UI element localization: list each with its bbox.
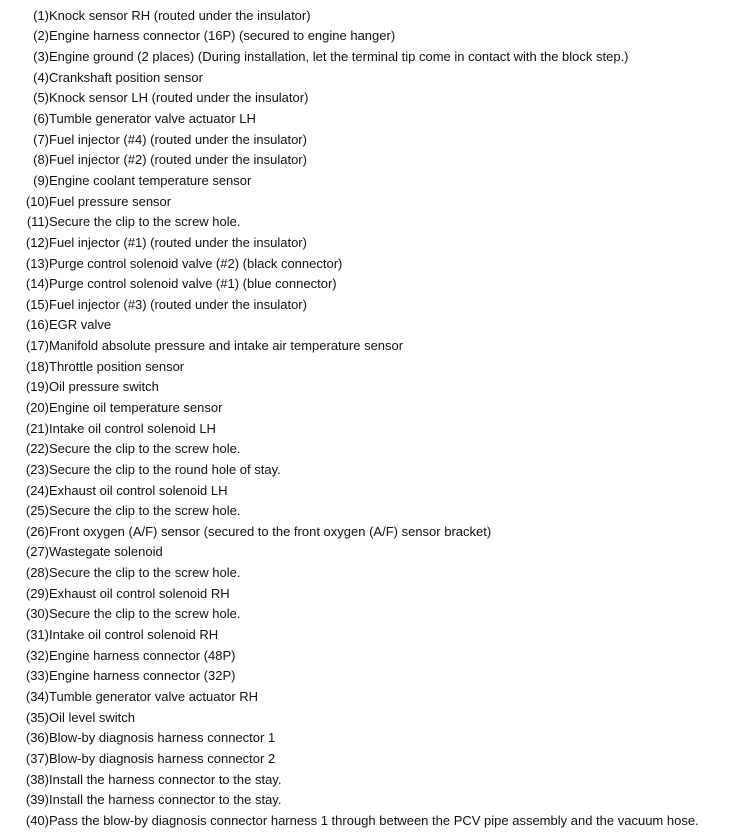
item-description: Secure the clip to the screw hole. <box>49 441 241 457</box>
item-description: Secure the clip to the screw hole. <box>49 503 241 519</box>
legend-item <box>0 624 741 645</box>
legend-item <box>0 149 741 170</box>
item-number: (22) <box>25 441 49 457</box>
item-description: Engine ground (2 places) (During installation, let the terminal tip come in contact with the block step.) <box>49 49 629 65</box>
item-number: (36) <box>25 730 49 746</box>
legend-item <box>0 211 741 232</box>
item-number: (18) <box>25 358 49 374</box>
item-description: Intake oil control solenoid LH <box>49 420 216 436</box>
item-description: Pass the blow-by diagnosis connector harness 1 through between the PCV pipe assembly and the vacuum hose. <box>49 812 699 828</box>
item-description: Intake oil control solenoid RH <box>49 627 219 643</box>
legend-item <box>0 129 741 150</box>
item-description: Fuel injector (#2) (routed under the insulator) <box>49 152 307 168</box>
item-description: Engine harness connector (48P) <box>49 647 236 663</box>
legend-item <box>0 418 741 439</box>
item-description: Blow-by diagnosis harness connector 1 <box>49 730 276 746</box>
item-number: (34) <box>25 688 49 704</box>
item-description: Tumble generator valve actuator RH <box>49 688 259 704</box>
item-number: (23) <box>25 461 49 477</box>
item-description: Secure the clip to the screw hole. <box>49 565 241 581</box>
item-number: (3) <box>33 49 49 65</box>
legend-item <box>0 521 741 542</box>
legend-item <box>0 727 741 748</box>
item-description: Fuel pressure sensor <box>49 193 172 209</box>
item-description: Crankshaft position sensor <box>49 69 203 85</box>
item-description: Engine harness connector (16P) (secured to engine hanger) <box>49 28 396 44</box>
legend-item <box>0 562 741 583</box>
item-description: Purge control solenoid valve (#2) (black connector) <box>49 255 343 271</box>
legend-item <box>0 707 741 728</box>
legend-item <box>0 645 741 666</box>
legend-item <box>0 170 741 191</box>
item-number: (19) <box>25 379 49 395</box>
legend-item <box>0 232 741 253</box>
legend-item <box>0 294 741 315</box>
legend-item <box>0 26 741 47</box>
item-description: Oil pressure switch <box>49 379 159 395</box>
item-description: Fuel injector (#4) (routed under the insulator) <box>49 131 307 147</box>
legend-item <box>0 191 741 212</box>
item-description: Knock sensor LH (routed under the insulator) <box>49 90 309 106</box>
legend-item <box>0 810 741 831</box>
legend-item <box>0 666 741 687</box>
item-description: Install the harness connector to the stay. <box>49 771 282 787</box>
item-description: Wastegate solenoid <box>49 544 163 560</box>
item-number: (38) <box>25 771 49 787</box>
item-description: Install the harness connector to the stay. <box>49 792 282 808</box>
legend-item <box>0 335 741 356</box>
item-number: (32) <box>25 647 49 663</box>
item-description: Purge control solenoid valve (#1) (blue connector) <box>49 276 337 292</box>
item-number: (12) <box>25 234 49 250</box>
legend-item <box>0 789 741 810</box>
legend-item <box>0 500 741 521</box>
item-number: (30) <box>25 606 49 622</box>
item-number: (37) <box>25 750 49 766</box>
legend-item <box>0 46 741 67</box>
legend-item <box>0 5 741 26</box>
item-description: Tumble generator valve actuator LH <box>49 111 256 127</box>
legend-item <box>0 356 741 377</box>
item-number: (10) <box>25 193 49 209</box>
legend-item <box>0 377 741 398</box>
item-number: (8) <box>33 152 49 168</box>
legend-item <box>0 253 741 274</box>
legend-item <box>0 67 741 88</box>
legend-item <box>0 459 741 480</box>
item-number: (40) <box>25 812 49 828</box>
item-description: Engine harness connector (32P) <box>49 668 236 684</box>
legend-item <box>0 583 741 604</box>
item-number: (2) <box>33 28 49 44</box>
item-number: (15) <box>25 296 49 312</box>
item-description: Fuel injector (#3) (routed under the insulator) <box>49 296 307 312</box>
legend-item <box>0 397 741 418</box>
item-description: Secure the clip to the screw hole. <box>49 606 241 622</box>
item-description: Secure the clip to the screw hole. <box>49 214 241 230</box>
item-number: (28) <box>25 565 49 581</box>
item-number: (24) <box>25 482 49 498</box>
item-description: EGR valve <box>49 317 112 333</box>
item-number: (6) <box>33 111 49 127</box>
item-description: Blow-by diagnosis harness connector 2 <box>49 750 276 766</box>
item-number: (13) <box>25 255 49 271</box>
legend-item <box>0 480 741 501</box>
item-description: Front oxygen (A/F) sensor (secured to the front oxygen (A/F) sensor bracket) <box>49 523 492 539</box>
item-number: (21) <box>25 420 49 436</box>
legend-item <box>0 438 741 459</box>
legend-item <box>0 604 741 625</box>
legend-item <box>0 542 741 563</box>
item-number: (14) <box>25 276 49 292</box>
item-description: Secure the clip to the round hole of stay. <box>49 461 281 477</box>
item-number: (4) <box>33 69 49 85</box>
item-number: (9) <box>33 172 49 188</box>
item-description: Manifold absolute pressure and intake air temperature sensor <box>49 338 404 354</box>
item-number: (5) <box>33 90 49 106</box>
item-description: Throttle position sensor <box>49 358 185 374</box>
legend-item <box>0 769 741 790</box>
item-description: Exhaust oil control solenoid RH <box>49 585 230 601</box>
legend-item <box>0 686 741 707</box>
item-description: Oil level switch <box>49 709 135 725</box>
item-number: (16) <box>25 317 49 333</box>
legend-item <box>0 273 741 294</box>
item-number: (20) <box>25 399 49 415</box>
item-number: (39) <box>25 792 49 808</box>
item-number: (1) <box>33 7 49 23</box>
item-description: Fuel injector (#1) (routed under the insulator) <box>49 234 307 250</box>
item-description: Knock sensor RH (routed under the insulator) <box>49 7 311 23</box>
item-number: (11) <box>26 214 49 230</box>
item-number: (26) <box>25 523 49 539</box>
item-description: Exhaust oil control solenoid LH <box>49 482 228 498</box>
item-description: Engine coolant temperature sensor <box>49 172 252 188</box>
item-description: Engine oil temperature sensor <box>49 399 223 415</box>
item-number: (35) <box>25 709 49 725</box>
item-number: (25) <box>25 503 49 519</box>
item-number: (33) <box>25 668 49 684</box>
legend-item <box>0 315 741 336</box>
item-number: (27) <box>25 544 49 560</box>
legend-item <box>0 108 741 129</box>
item-number: (7) <box>33 131 49 147</box>
legend-item <box>0 748 741 769</box>
item-number: (31) <box>25 627 49 643</box>
item-number: (29) <box>25 585 49 601</box>
legend-item <box>0 88 741 109</box>
item-number: (17) <box>25 338 49 354</box>
